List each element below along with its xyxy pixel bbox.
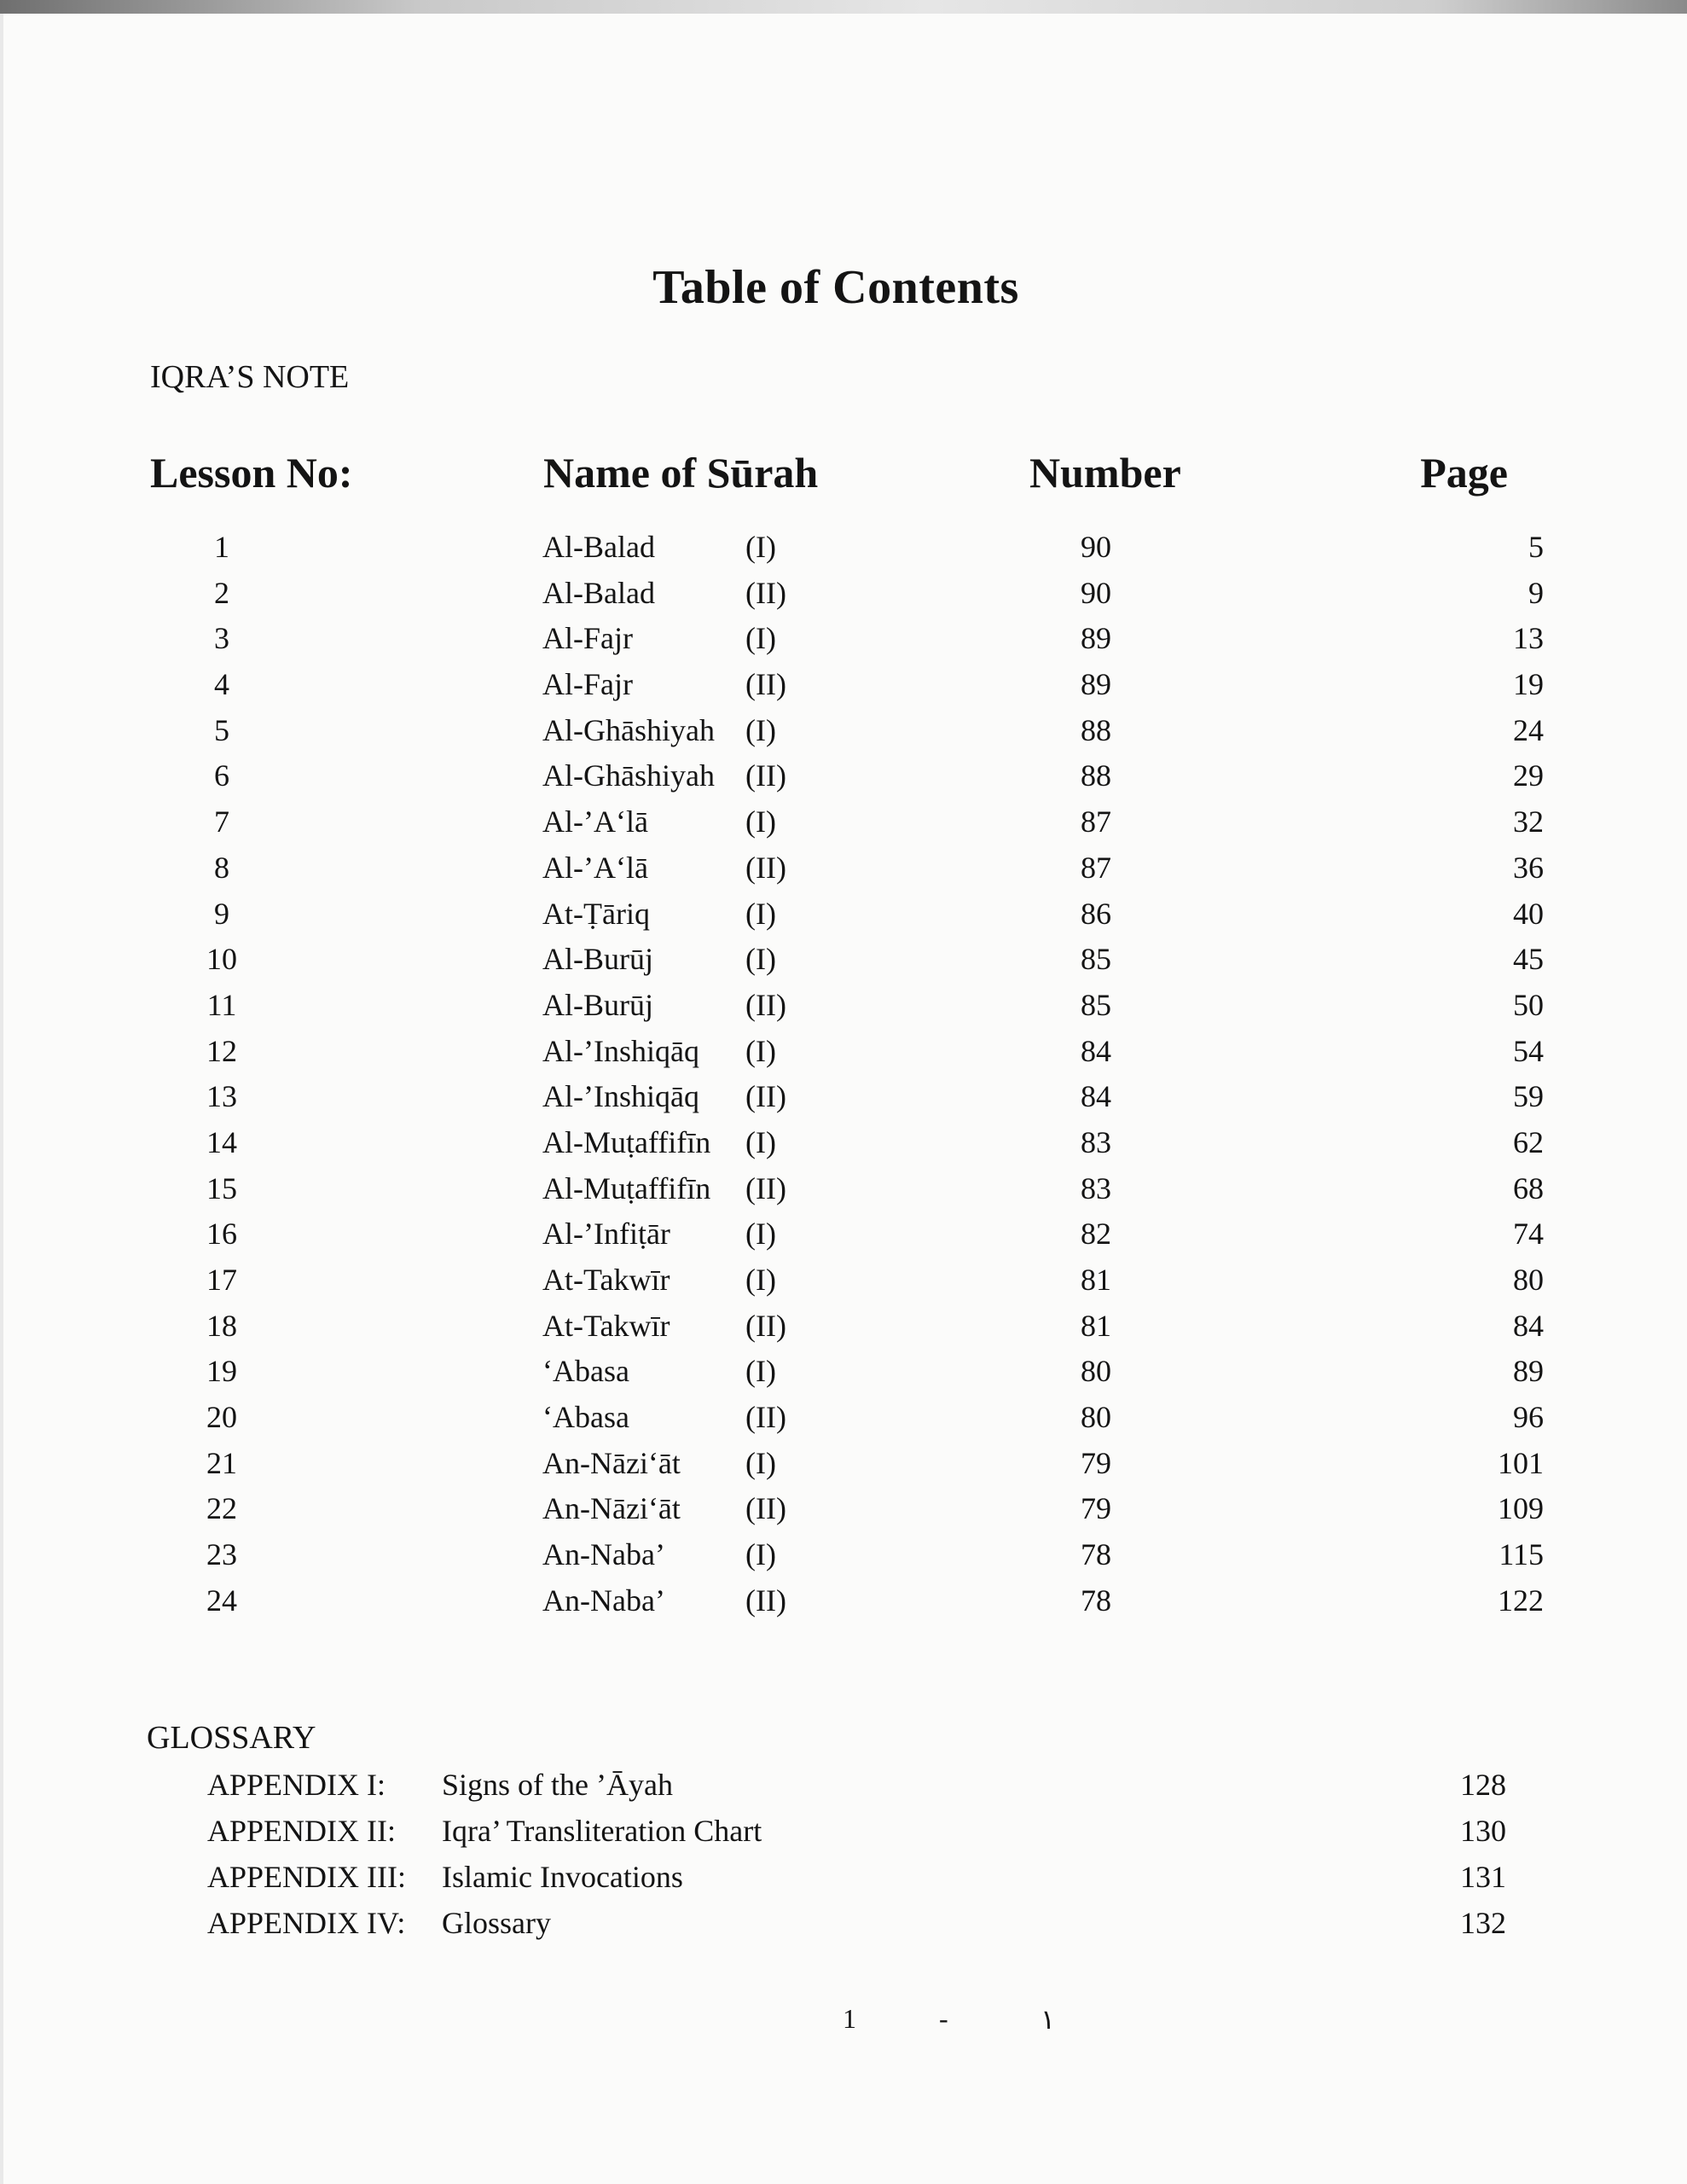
column-header-name: Name of Sūrah bbox=[543, 449, 819, 497]
surah-part: (I) bbox=[745, 1354, 776, 1389]
table-row bbox=[0, 1258, 1687, 1304]
page-number: 101 bbox=[1498, 1445, 1544, 1480]
surah-number: 85 bbox=[1081, 987, 1111, 1022]
table-row bbox=[0, 753, 1687, 799]
page-number: 29 bbox=[1513, 758, 1544, 793]
page-number: 74 bbox=[1513, 1217, 1544, 1252]
table-row bbox=[0, 1074, 1687, 1120]
surah-number: 84 bbox=[1081, 1033, 1111, 1068]
surah-name: Al-’A‘lā bbox=[542, 804, 648, 839]
table-row bbox=[0, 1441, 1687, 1487]
appendix-title: Glossary bbox=[442, 1906, 551, 1940]
page-number: 5 bbox=[1528, 530, 1544, 564]
surah-part: (I) bbox=[745, 1217, 776, 1252]
surah-part: (II) bbox=[745, 667, 786, 702]
lesson-number: 8 bbox=[214, 850, 229, 885]
surah-name: Al-’Inshiqāq bbox=[542, 1079, 699, 1114]
appendix-title: Iqra’ Transliteration Chart bbox=[442, 1814, 762, 1848]
lesson-number: 6 bbox=[214, 758, 229, 793]
lesson-number: 18 bbox=[206, 1308, 237, 1343]
scan-top-shadow bbox=[0, 0, 1687, 14]
surah-name: Al-’Inshiqāq bbox=[542, 1033, 699, 1068]
table-row bbox=[0, 1120, 1687, 1166]
appendix-label: APPENDIX III: bbox=[207, 1860, 406, 1894]
page-number: 50 bbox=[1513, 987, 1544, 1022]
surah-name: Al-Ghāshiyah bbox=[542, 758, 715, 793]
table-row bbox=[0, 1029, 1687, 1075]
surah-name: At-Takwīr bbox=[542, 1308, 670, 1343]
appendix-row bbox=[0, 1900, 1687, 1946]
table-row bbox=[0, 1532, 1687, 1578]
lesson-number: 23 bbox=[206, 1537, 237, 1572]
lesson-number: 2 bbox=[214, 575, 229, 610]
surah-part: (I) bbox=[745, 804, 776, 839]
folio-middle: - bbox=[939, 2003, 948, 2034]
iqras-note-heading: IQRA’S NOTE bbox=[150, 359, 350, 395]
surah-name: An-Naba’ bbox=[542, 1583, 665, 1618]
surah-number: 83 bbox=[1081, 1170, 1111, 1205]
page-number: 96 bbox=[1513, 1400, 1544, 1435]
surah-part: (I) bbox=[745, 1445, 776, 1480]
page-number: 80 bbox=[1513, 1263, 1544, 1297]
surah-number: 78 bbox=[1081, 1537, 1111, 1572]
surah-part: (I) bbox=[745, 1263, 776, 1297]
surah-part: (II) bbox=[745, 1170, 786, 1205]
appendix-row bbox=[0, 1762, 1687, 1808]
lesson-number: 17 bbox=[206, 1263, 237, 1297]
appendix-page: 128 bbox=[1460, 1768, 1506, 1802]
table-row bbox=[0, 983, 1687, 1029]
appendix-list bbox=[0, 1762, 1687, 1946]
surah-number: 86 bbox=[1081, 896, 1111, 931]
column-header-lesson: Lesson No: bbox=[150, 449, 353, 497]
lesson-number: 13 bbox=[206, 1079, 237, 1114]
surah-number: 78 bbox=[1081, 1583, 1111, 1618]
page-number: 9 bbox=[1528, 575, 1544, 610]
page-title: Table of Contents bbox=[652, 261, 1019, 314]
appendix-row bbox=[0, 1808, 1687, 1854]
appendix-title: Islamic Invocations bbox=[442, 1860, 683, 1894]
surah-number: 85 bbox=[1081, 942, 1111, 977]
lesson-number: 22 bbox=[206, 1491, 237, 1526]
appendix-label: APPENDIX I: bbox=[207, 1768, 386, 1802]
surah-part: (II) bbox=[745, 1491, 786, 1526]
page-number: 40 bbox=[1513, 896, 1544, 931]
surah-name: Al-Fajr bbox=[542, 621, 633, 656]
page-number: 122 bbox=[1498, 1583, 1544, 1618]
lesson-number: 20 bbox=[206, 1400, 237, 1435]
page-number: 19 bbox=[1513, 667, 1544, 702]
surah-number: 88 bbox=[1081, 712, 1111, 747]
page-number: 24 bbox=[1513, 712, 1544, 747]
surah-number: 87 bbox=[1081, 804, 1111, 839]
table-row bbox=[0, 708, 1687, 754]
surah-part: (II) bbox=[745, 850, 786, 885]
appendix-label: APPENDIX IV: bbox=[207, 1906, 406, 1940]
lesson-number: 12 bbox=[206, 1033, 237, 1068]
surah-part: (I) bbox=[745, 530, 776, 564]
table-row bbox=[0, 799, 1687, 845]
lesson-number: 19 bbox=[206, 1354, 237, 1389]
surah-part: (I) bbox=[745, 621, 776, 656]
surah-name: At-Takwīr bbox=[542, 1263, 670, 1297]
surah-part: (I) bbox=[745, 1124, 776, 1159]
table-row bbox=[0, 1211, 1687, 1258]
page-number: 84 bbox=[1513, 1308, 1544, 1343]
page-number: 59 bbox=[1513, 1079, 1544, 1114]
table-row bbox=[0, 616, 1687, 662]
lesson-number: 15 bbox=[206, 1170, 237, 1205]
page-number: 109 bbox=[1498, 1491, 1544, 1526]
lesson-number: 9 bbox=[214, 896, 229, 931]
lesson-number: 5 bbox=[214, 712, 229, 747]
surah-name: Al-’A‘lā bbox=[542, 850, 648, 885]
column-header-number: Number bbox=[1029, 449, 1181, 497]
table-row bbox=[0, 1486, 1687, 1532]
surah-name: Al-Muṭaffifīn bbox=[542, 1170, 711, 1205]
page-number: 115 bbox=[1499, 1537, 1544, 1572]
lesson-number: 14 bbox=[206, 1124, 237, 1159]
surah-name: An-Naba’ bbox=[542, 1537, 665, 1572]
surah-number: 79 bbox=[1081, 1491, 1111, 1526]
surah-name: An-Nāzi‘āt bbox=[542, 1491, 681, 1526]
contents-table bbox=[0, 525, 1687, 1624]
folio-left: 1 bbox=[843, 2003, 856, 2034]
appendix-page: 132 bbox=[1460, 1906, 1506, 1940]
table-row bbox=[0, 892, 1687, 938]
page-number: 45 bbox=[1513, 942, 1544, 977]
table-row bbox=[0, 662, 1687, 708]
surah-name: Al-Burūj bbox=[542, 942, 653, 977]
surah-part: (II) bbox=[745, 575, 786, 610]
table-row bbox=[0, 1578, 1687, 1624]
surah-number: 83 bbox=[1081, 1124, 1111, 1159]
surah-number: 90 bbox=[1081, 575, 1111, 610]
table-row bbox=[0, 1395, 1687, 1441]
appendix-page: 130 bbox=[1460, 1814, 1506, 1848]
surah-name: Al-’Infiṭār bbox=[542, 1217, 670, 1252]
folio-right: ١ bbox=[1041, 2004, 1056, 2035]
lesson-number: 16 bbox=[206, 1217, 237, 1252]
surah-name: Al-Muṭaffifīn bbox=[542, 1124, 711, 1159]
surah-number: 79 bbox=[1081, 1445, 1111, 1480]
lesson-number: 1 bbox=[214, 530, 229, 564]
page-number: 62 bbox=[1513, 1124, 1544, 1159]
surah-part: (I) bbox=[745, 1537, 776, 1572]
page-number: 89 bbox=[1513, 1354, 1544, 1389]
lesson-number: 4 bbox=[214, 667, 229, 702]
table-row bbox=[0, 571, 1687, 617]
appendix-label: APPENDIX II: bbox=[207, 1814, 396, 1848]
surah-number: 88 bbox=[1081, 758, 1111, 793]
lesson-number: 10 bbox=[206, 942, 237, 977]
surah-name: Al-Burūj bbox=[542, 987, 653, 1022]
surah-part: (II) bbox=[745, 1308, 786, 1343]
glossary-heading: GLOSSARY bbox=[147, 1720, 316, 1756]
table-row bbox=[0, 1349, 1687, 1395]
surah-name: At-Ṭāriq bbox=[542, 896, 650, 931]
surah-number: 84 bbox=[1081, 1079, 1111, 1114]
surah-number: 81 bbox=[1081, 1308, 1111, 1343]
surah-name: ‘Abasa bbox=[542, 1400, 629, 1435]
appendix-title: Signs of the ’Āyah bbox=[442, 1768, 673, 1802]
table-row bbox=[0, 845, 1687, 892]
surah-part: (II) bbox=[745, 1583, 786, 1618]
lesson-number: 21 bbox=[206, 1445, 237, 1480]
table-row bbox=[0, 937, 1687, 983]
lesson-number: 7 bbox=[214, 804, 229, 839]
surah-number: 80 bbox=[1081, 1400, 1111, 1435]
table-row bbox=[0, 1304, 1687, 1350]
table-row bbox=[0, 525, 1687, 571]
surah-name: An-Nāzi‘āt bbox=[542, 1445, 681, 1480]
lesson-number: 11 bbox=[206, 987, 237, 1022]
appendix-page: 131 bbox=[1460, 1860, 1506, 1894]
appendix-row bbox=[0, 1854, 1687, 1900]
table-row bbox=[0, 1166, 1687, 1212]
surah-name: Al-Ghāshiyah bbox=[542, 712, 715, 747]
surah-part: (II) bbox=[745, 987, 786, 1022]
surah-number: 87 bbox=[1081, 850, 1111, 885]
surah-part: (I) bbox=[745, 896, 776, 931]
surah-number: 80 bbox=[1081, 1354, 1111, 1389]
surah-name: Al-Balad bbox=[542, 530, 655, 564]
surah-number: 89 bbox=[1081, 667, 1111, 702]
lesson-number: 3 bbox=[214, 621, 229, 656]
surah-part: (I) bbox=[745, 712, 776, 747]
surah-number: 90 bbox=[1081, 530, 1111, 564]
surah-part: (II) bbox=[745, 1079, 786, 1114]
surah-number: 89 bbox=[1081, 621, 1111, 656]
surah-part: (I) bbox=[745, 942, 776, 977]
surah-name: ‘Abasa bbox=[542, 1354, 629, 1389]
page-number: 32 bbox=[1513, 804, 1544, 839]
page-number: 36 bbox=[1513, 850, 1544, 885]
surah-name: Al-Balad bbox=[542, 575, 655, 610]
page-number: 54 bbox=[1513, 1033, 1544, 1068]
surah-part: (II) bbox=[745, 1400, 786, 1435]
surah-number: 81 bbox=[1081, 1263, 1111, 1297]
surah-name: Al-Fajr bbox=[542, 667, 633, 702]
surah-part: (II) bbox=[745, 758, 786, 793]
surah-part: (I) bbox=[745, 1033, 776, 1068]
surah-number: 82 bbox=[1081, 1217, 1111, 1252]
column-header-page: Page bbox=[1420, 449, 1508, 497]
lesson-number: 24 bbox=[206, 1583, 237, 1618]
page-number: 13 bbox=[1513, 621, 1544, 656]
page-number: 68 bbox=[1513, 1170, 1544, 1205]
